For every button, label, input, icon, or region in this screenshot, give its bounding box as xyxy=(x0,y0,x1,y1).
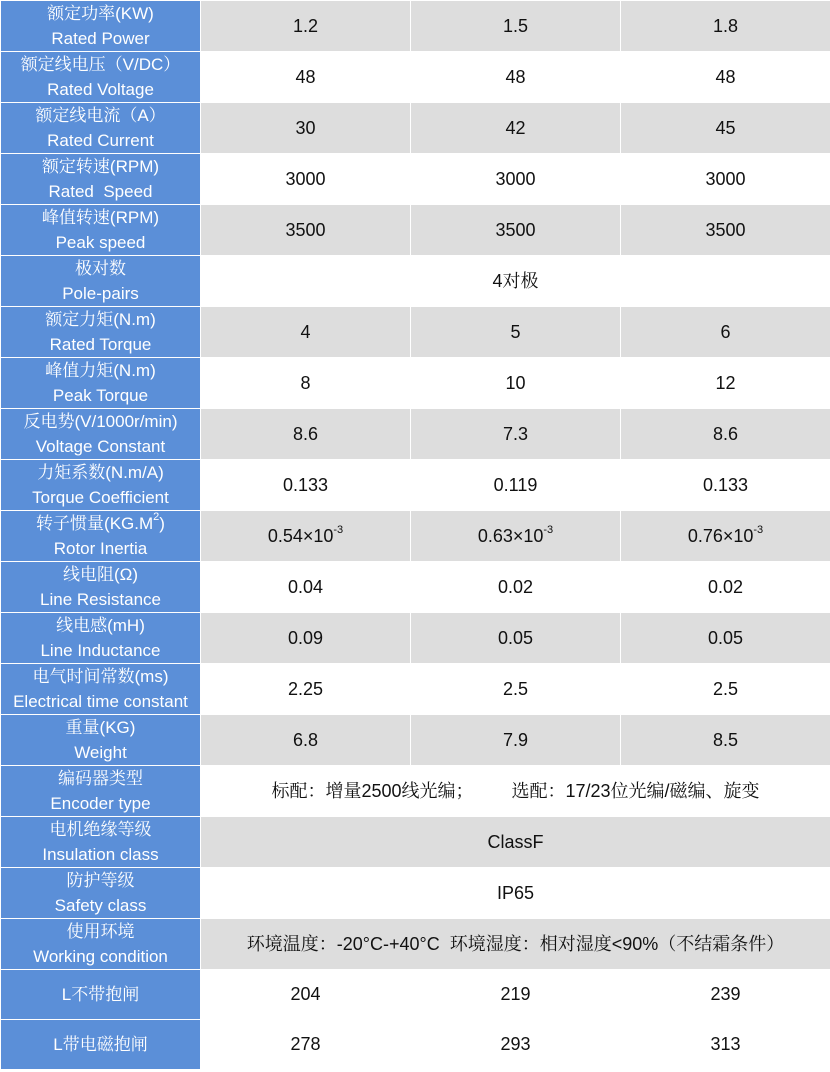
row-label xyxy=(1,919,201,970)
label-cn: L带电磁抱闸 xyxy=(53,1035,148,1054)
value-cell: 219 xyxy=(411,970,621,1020)
row-label xyxy=(1,103,201,154)
label-en: Rated Current xyxy=(47,131,154,150)
merged-value-cell: ClassF xyxy=(201,817,830,868)
row-label xyxy=(1,409,201,460)
row-label xyxy=(1,154,201,205)
spec-row-torque-coefficient xyxy=(1,460,830,511)
value-cell: 0.05 xyxy=(411,613,621,664)
label-cn: 额定线电流（A） xyxy=(35,106,166,125)
label-en: Rated Power xyxy=(51,29,150,48)
spec-row-encoder-type xyxy=(1,766,830,817)
label-superscript: 2 xyxy=(153,511,160,524)
value-cell: 0.133 xyxy=(621,460,830,511)
row-label xyxy=(1,52,201,103)
value-cell: 6 xyxy=(621,307,830,358)
value-cell: 42 xyxy=(411,103,621,154)
row-label xyxy=(1,1020,201,1070)
label-cn: 额定线电压（V/DC） xyxy=(20,55,181,74)
label-cn: 重量(KG) xyxy=(65,718,136,737)
value-cell: 313 xyxy=(621,1020,830,1070)
value-cell: 45 xyxy=(621,103,830,154)
value-cell: 0.04 xyxy=(201,562,411,613)
value-cell: 5 xyxy=(411,307,621,358)
value-cell: 1.2 xyxy=(201,1,411,52)
value-cell: 8.5 xyxy=(621,715,830,766)
merged-value-cell: IP65 xyxy=(201,868,830,919)
row-label xyxy=(1,358,201,409)
merged-value-cell: 4对极 xyxy=(201,256,830,307)
value-cell: 2.5 xyxy=(411,664,621,715)
spec-row-peak-speed xyxy=(1,205,830,256)
value-cell: 3500 xyxy=(411,205,621,256)
label-cn: L不带抱闸 xyxy=(61,985,140,1004)
value-cell: 278 xyxy=(201,1020,411,1070)
value-cell: 6.8 xyxy=(201,715,411,766)
value-cell: 0.02 xyxy=(621,562,830,613)
spec-row-voltage-constant xyxy=(1,409,830,460)
label-en: Safety class xyxy=(54,896,147,915)
encoder-optional: 选配：17/23位光编/磁编、旋变 xyxy=(511,780,760,801)
label-cn: 线电感(mH) xyxy=(56,616,145,635)
value-cell: 2.5 xyxy=(621,664,830,715)
value-cell: 2.25 xyxy=(201,664,411,715)
label-en: Line Resistance xyxy=(40,590,161,609)
spec-row-working-condition xyxy=(1,919,830,970)
spec-row-safety-class xyxy=(1,868,830,919)
value-cell: 4 xyxy=(201,307,411,358)
spec-row-weight xyxy=(1,715,830,766)
label-en: Electrical time constant xyxy=(13,692,188,711)
spec-row-rated-current xyxy=(1,103,830,154)
value-cell: 293 xyxy=(411,1020,621,1070)
row-label xyxy=(1,868,201,919)
value-cell: 8 xyxy=(201,358,411,409)
label-en: Peak speed xyxy=(55,233,146,252)
spec-row-rated-torque xyxy=(1,307,830,358)
label-en: Rated Speed xyxy=(48,182,153,201)
merged-value-cell xyxy=(201,766,830,817)
row-label xyxy=(1,970,201,1020)
label-en: Rotor Inertia xyxy=(53,539,148,558)
spec-row-peak-torque xyxy=(1,358,830,409)
merged-value-cell: 环境温度：-20°C-+40°C 环境湿度：相对湿度<90%（不结霜条件） xyxy=(201,919,830,970)
value-cell: 0.05 xyxy=(621,613,830,664)
label-cn: 峰值转速(RPM) xyxy=(41,208,160,227)
value-cell: 48 xyxy=(411,52,621,103)
label-en: Rated Torque xyxy=(49,335,152,354)
spec-row-insulation-class xyxy=(1,817,830,868)
value-cell: 12 xyxy=(621,358,830,409)
value-cell: 8.6 xyxy=(201,409,411,460)
row-label xyxy=(1,766,201,817)
exponent: -3 xyxy=(753,523,764,536)
row-label xyxy=(1,205,201,256)
spec-row-rated-speed xyxy=(1,154,830,205)
label-en: Voltage Constant xyxy=(35,437,166,456)
value-cell: 0.119 xyxy=(411,460,621,511)
value-cell: 8.6 xyxy=(621,409,830,460)
spec-row-pole-pairs xyxy=(1,256,830,307)
value-cell: $0.63\times 10^{-3}$ xyxy=(411,511,621,562)
label-en: Peak Torque xyxy=(52,386,149,405)
exponent: -3 xyxy=(333,523,344,536)
label-en: Line Inductance xyxy=(40,641,161,660)
label-cn: 使用环境 xyxy=(66,922,135,941)
row-label xyxy=(1,1,201,52)
value-cell: 3000 xyxy=(621,154,830,205)
row-label xyxy=(1,562,201,613)
value-cell: 3000 xyxy=(411,154,621,205)
value-cell: 10 xyxy=(411,358,621,409)
value-cell: 3500 xyxy=(621,205,830,256)
row-label xyxy=(1,511,201,562)
encoder-standard: 标配：增量2500线光编； xyxy=(271,780,474,801)
spec-row-line-resistance xyxy=(1,562,830,613)
row-label xyxy=(1,307,201,358)
label-en: Insulation class xyxy=(42,845,159,864)
spec-row-length-with-brake xyxy=(1,1020,830,1070)
label-cn: 防护等级 xyxy=(66,871,135,890)
value-cell: 1.5 xyxy=(411,1,621,52)
label-en: Working condition xyxy=(33,947,168,966)
value-cell: 1.8 xyxy=(621,1,830,52)
label-cn: 编码器类型 xyxy=(58,769,143,788)
value-cell: 0.02 xyxy=(411,562,621,613)
spec-row-rated-voltage xyxy=(1,52,830,103)
label-cn: 线电阻(Ω) xyxy=(62,565,139,584)
value-cell: 48 xyxy=(621,52,830,103)
value-cell: 204 xyxy=(201,970,411,1020)
label-en: Encoder type xyxy=(50,794,151,813)
label-en: Weight xyxy=(74,743,127,762)
label-cn: 额定功率(KW) xyxy=(47,4,154,23)
spec-row-rated-power xyxy=(1,1,830,52)
value-cell: 239 xyxy=(621,970,830,1020)
value-cell: 0.133 xyxy=(201,460,411,511)
value-cell: $0.54\times 10^{-3}$ xyxy=(201,511,411,562)
label-en: Pole-pairs xyxy=(62,284,139,303)
label-en: Torque Coefficient xyxy=(32,488,169,507)
label-cn: 峰值力矩(N.m) xyxy=(45,361,156,380)
value-cell: 0.09 xyxy=(201,613,411,664)
row-label xyxy=(1,817,201,868)
label-cn: 力矩系数(N.m/A) xyxy=(37,463,164,482)
row-label xyxy=(1,613,201,664)
label-cn: 电机绝缘等级 xyxy=(49,820,152,839)
spec-row-length-no-brake xyxy=(1,970,830,1020)
label-cn: 转子惯量$(KG.M^2)$ xyxy=(36,511,165,533)
spec-row-electrical-time-constant xyxy=(1,664,830,715)
label-cn: 电气时间常数(ms) xyxy=(32,667,169,686)
spec-row-rotor-inertia xyxy=(1,511,830,562)
label-cn: 极对数 xyxy=(75,259,126,278)
row-label xyxy=(1,256,201,307)
value-cell: 7.9 xyxy=(411,715,621,766)
row-label xyxy=(1,715,201,766)
value-cell: 7.3 xyxy=(411,409,621,460)
label-cn: 额定转速(RPM) xyxy=(41,157,160,176)
label-cn: 反电势(V/1000r/min) xyxy=(23,412,178,431)
label-en: Rated Voltage xyxy=(47,80,154,99)
spec-row-line-inductance xyxy=(1,613,830,664)
row-label xyxy=(1,664,201,715)
value-cell: 48 xyxy=(201,52,411,103)
value-cell: $0.76\times 10^{-3}$ xyxy=(621,511,830,562)
value-cell: 3500 xyxy=(201,205,411,256)
label-cn: 额定力矩(N.m) xyxy=(45,310,156,329)
value-cell: 3000 xyxy=(201,154,411,205)
value-cell: 30 xyxy=(201,103,411,154)
row-label xyxy=(1,460,201,511)
exponent: -3 xyxy=(543,523,554,536)
